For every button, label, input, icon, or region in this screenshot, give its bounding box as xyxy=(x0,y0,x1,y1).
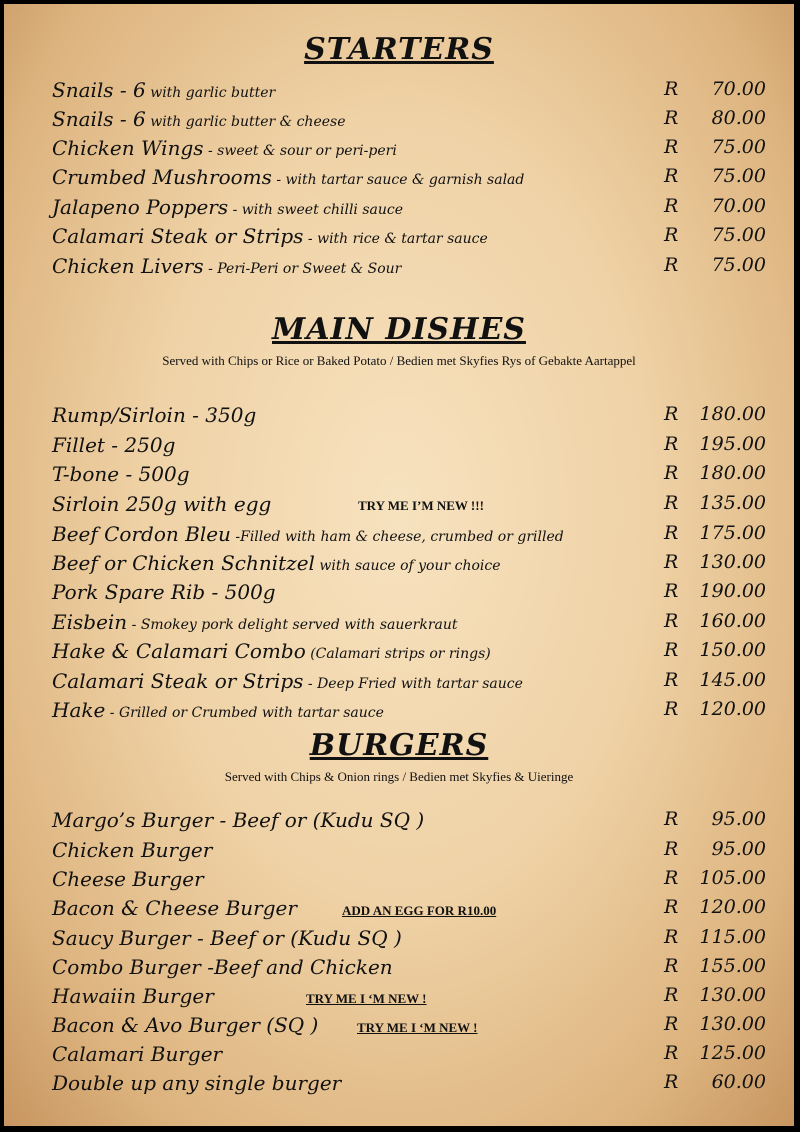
item-price xyxy=(664,78,766,100)
item-name: Fillet - 250g xyxy=(52,433,176,457)
item-name: Sirloin 250g with egg xyxy=(52,492,272,516)
currency: R xyxy=(664,165,679,187)
add-egg-note: ADD AN EGG FOR R10.00 xyxy=(342,903,497,918)
amount: 130.00 xyxy=(699,984,766,1006)
amount: 195.00 xyxy=(699,433,766,455)
item-name: Rump/Sirloin - 350g xyxy=(52,403,257,427)
currency: R xyxy=(664,1071,679,1093)
item-price xyxy=(664,808,766,830)
amount: 160.00 xyxy=(699,610,766,632)
amount: 130.00 xyxy=(699,1013,766,1035)
item-name: Combo Burger -Beef and Chicken xyxy=(52,955,393,979)
amount: 175.00 xyxy=(699,522,766,544)
item-price xyxy=(664,107,766,129)
amount: 60.00 xyxy=(711,1071,766,1093)
currency: R xyxy=(664,926,679,948)
new-item-note: TRY ME I ‘M NEW ! xyxy=(306,991,427,1006)
main-item xyxy=(52,639,766,668)
item-name: Margo’s Burger - Beef or (Kudu SQ ) xyxy=(52,808,425,832)
item-name: Double up any single burger xyxy=(52,1071,342,1095)
amount: 130.00 xyxy=(699,551,766,573)
currency: R xyxy=(664,808,679,830)
currency: R xyxy=(664,669,679,691)
currency: R xyxy=(664,78,679,100)
item-name: T-bone - 500g xyxy=(52,462,190,486)
amount: 150.00 xyxy=(699,639,766,661)
item-name: Calamari Steak or Strips xyxy=(52,669,304,693)
currency: R xyxy=(664,1013,679,1035)
item-name: Calamari Steak or Strips xyxy=(52,224,304,248)
main-item xyxy=(52,433,766,462)
item-name: Eisbein xyxy=(52,610,128,634)
main-dishes-title: MAIN DISHES xyxy=(272,312,526,347)
item-desc: -Filled with ham & cheese, crumbed or grilled xyxy=(230,529,564,545)
starter-item xyxy=(52,136,766,165)
item-price xyxy=(664,838,766,860)
starter-item xyxy=(52,254,766,283)
item-price xyxy=(664,136,766,158)
item-name: Hake xyxy=(52,698,106,722)
item-desc: with garlic butter xyxy=(145,85,276,101)
amount: 80.00 xyxy=(711,107,766,129)
main-item xyxy=(52,610,766,639)
item-price xyxy=(664,224,766,246)
main-item xyxy=(52,698,766,727)
amount: 75.00 xyxy=(711,224,766,246)
currency: R xyxy=(664,1042,679,1064)
currency: R xyxy=(664,136,679,158)
new-item-note: TRY ME I ‘M NEW ! xyxy=(357,1020,478,1035)
item-price xyxy=(664,1042,766,1064)
amount: 120.00 xyxy=(699,698,766,720)
currency: R xyxy=(664,462,679,484)
amount: 125.00 xyxy=(699,1042,766,1064)
amount: 135.00 xyxy=(699,492,766,514)
burger-item xyxy=(52,984,766,1013)
item-price xyxy=(664,254,766,276)
item-name: Hake & Calamari Combo xyxy=(52,639,306,663)
item-name: Jalapeno Poppers xyxy=(52,195,229,219)
item-price xyxy=(664,195,766,217)
currency: R xyxy=(664,698,679,720)
amount: 75.00 xyxy=(711,136,766,158)
starter-item xyxy=(52,195,766,224)
currency: R xyxy=(664,224,679,246)
item-desc: - Peri-Peri or Sweet & Sour xyxy=(203,261,402,277)
main-item xyxy=(52,403,766,432)
burger-item xyxy=(52,955,766,984)
item-name: Snails - 6 xyxy=(52,107,146,131)
item-price xyxy=(664,492,766,514)
item-name: Saucy Burger - Beef or (Kudu SQ ) xyxy=(52,926,402,950)
item-desc: - Grilled or Crumbed with tartar sauce xyxy=(105,705,384,721)
item-price xyxy=(664,165,766,187)
starter-item xyxy=(52,107,766,136)
currency: R xyxy=(664,551,679,573)
amount: 105.00 xyxy=(699,867,766,889)
item-price xyxy=(664,403,766,425)
amount: 75.00 xyxy=(711,254,766,276)
item-price xyxy=(664,522,766,544)
burger-item xyxy=(52,1042,766,1071)
amount: 95.00 xyxy=(711,808,766,830)
amount: 145.00 xyxy=(699,669,766,691)
main-item xyxy=(52,551,766,580)
item-price xyxy=(664,610,766,632)
item-price xyxy=(664,669,766,691)
amount: 95.00 xyxy=(711,838,766,860)
item-name: Calamari Burger xyxy=(52,1042,223,1066)
amount: 180.00 xyxy=(699,403,766,425)
currency: R xyxy=(664,403,679,425)
item-price xyxy=(664,896,766,918)
currency: R xyxy=(664,195,679,217)
currency: R xyxy=(664,254,679,276)
currency: R xyxy=(664,896,679,918)
item-name: Chicken Wings xyxy=(52,136,204,160)
item-price xyxy=(664,580,766,602)
burger-item xyxy=(52,896,766,925)
burgers-subtitle: Served with Chips & Onion rings / Bedien met Skyfies & Uieringe xyxy=(224,769,574,784)
item-price xyxy=(664,698,766,720)
amount: 70.00 xyxy=(711,195,766,217)
item-name: Snails - 6 xyxy=(52,78,146,102)
item-price xyxy=(664,639,766,661)
item-desc: - sweet & sour or peri-peri xyxy=(203,143,397,159)
burger-item xyxy=(52,808,766,837)
item-desc: with garlic butter & cheese xyxy=(145,114,346,130)
item-price xyxy=(664,984,766,1006)
item-price xyxy=(664,551,766,573)
currency: R xyxy=(664,984,679,1006)
item-price xyxy=(664,433,766,455)
burger-item xyxy=(52,1071,766,1100)
item-desc: - Deep Fried with tartar sauce xyxy=(303,676,523,692)
currency: R xyxy=(664,955,679,977)
main-dishes-subtitle: Served with Chips or Rice or Baked Potato / Bedien met Skyfies Rys of Gebakte Aartappel xyxy=(162,353,636,368)
currency: R xyxy=(664,610,679,632)
item-name: Pork Spare Rib - 500g xyxy=(52,580,276,604)
item-name: Beef Cordon Bleu xyxy=(52,522,231,546)
menu-page xyxy=(4,4,794,1126)
starter-item xyxy=(52,165,766,194)
main-item xyxy=(52,580,766,609)
amount: 120.00 xyxy=(699,896,766,918)
main-item xyxy=(52,462,766,491)
item-price xyxy=(664,867,766,889)
item-name: Bacon & Avo Burger (SQ ) xyxy=(52,1013,319,1037)
amount: 155.00 xyxy=(699,955,766,977)
currency: R xyxy=(664,580,679,602)
item-desc: - with sweet chilli sauce xyxy=(228,202,404,218)
item-desc: - with rice & tartar sauce xyxy=(303,231,488,247)
currency: R xyxy=(664,838,679,860)
burger-item xyxy=(52,926,766,955)
currency: R xyxy=(664,867,679,889)
item-name: Chicken Livers xyxy=(52,254,204,278)
item-name: Chicken Burger xyxy=(52,838,213,862)
main-item xyxy=(52,669,766,698)
item-name: Hawaiin Burger xyxy=(52,984,214,1008)
currency: R xyxy=(664,639,679,661)
new-item-note: TRY ME I’M NEW !!! xyxy=(358,498,484,513)
currency: R xyxy=(664,107,679,129)
main-item xyxy=(52,492,766,521)
amount: 75.00 xyxy=(711,165,766,187)
item-name: Crumbed Mushrooms xyxy=(52,165,272,189)
starters-title: STARTERS xyxy=(304,32,494,67)
item-name: Bacon & Cheese Burger xyxy=(52,896,297,920)
currency: R xyxy=(664,492,679,514)
item-price xyxy=(664,1013,766,1035)
item-price xyxy=(664,926,766,948)
item-name: Cheese Burger xyxy=(52,867,204,891)
currency: R xyxy=(664,433,679,455)
item-desc: - Smokey pork delight served with sauerkraut xyxy=(127,617,458,633)
item-price xyxy=(664,1071,766,1093)
burgers-title: BURGERS xyxy=(309,728,489,763)
amount: 190.00 xyxy=(699,580,766,602)
amount: 70.00 xyxy=(711,78,766,100)
amount: 180.00 xyxy=(699,462,766,484)
burger-item xyxy=(52,838,766,867)
amount: 115.00 xyxy=(699,926,766,948)
starter-item xyxy=(52,224,766,253)
burger-item xyxy=(52,867,766,896)
item-price xyxy=(664,462,766,484)
item-price xyxy=(664,955,766,977)
item-name: Beef or Chicken Schnitzel xyxy=(52,551,315,575)
burger-item xyxy=(52,1013,766,1042)
currency: R xyxy=(664,522,679,544)
item-desc: with sauce of your choice xyxy=(314,558,501,574)
item-desc: (Calamari strips or rings) xyxy=(305,646,491,662)
item-desc: - with tartar sauce & garnish salad xyxy=(271,172,525,188)
starter-item xyxy=(52,78,766,107)
main-item xyxy=(52,522,766,551)
